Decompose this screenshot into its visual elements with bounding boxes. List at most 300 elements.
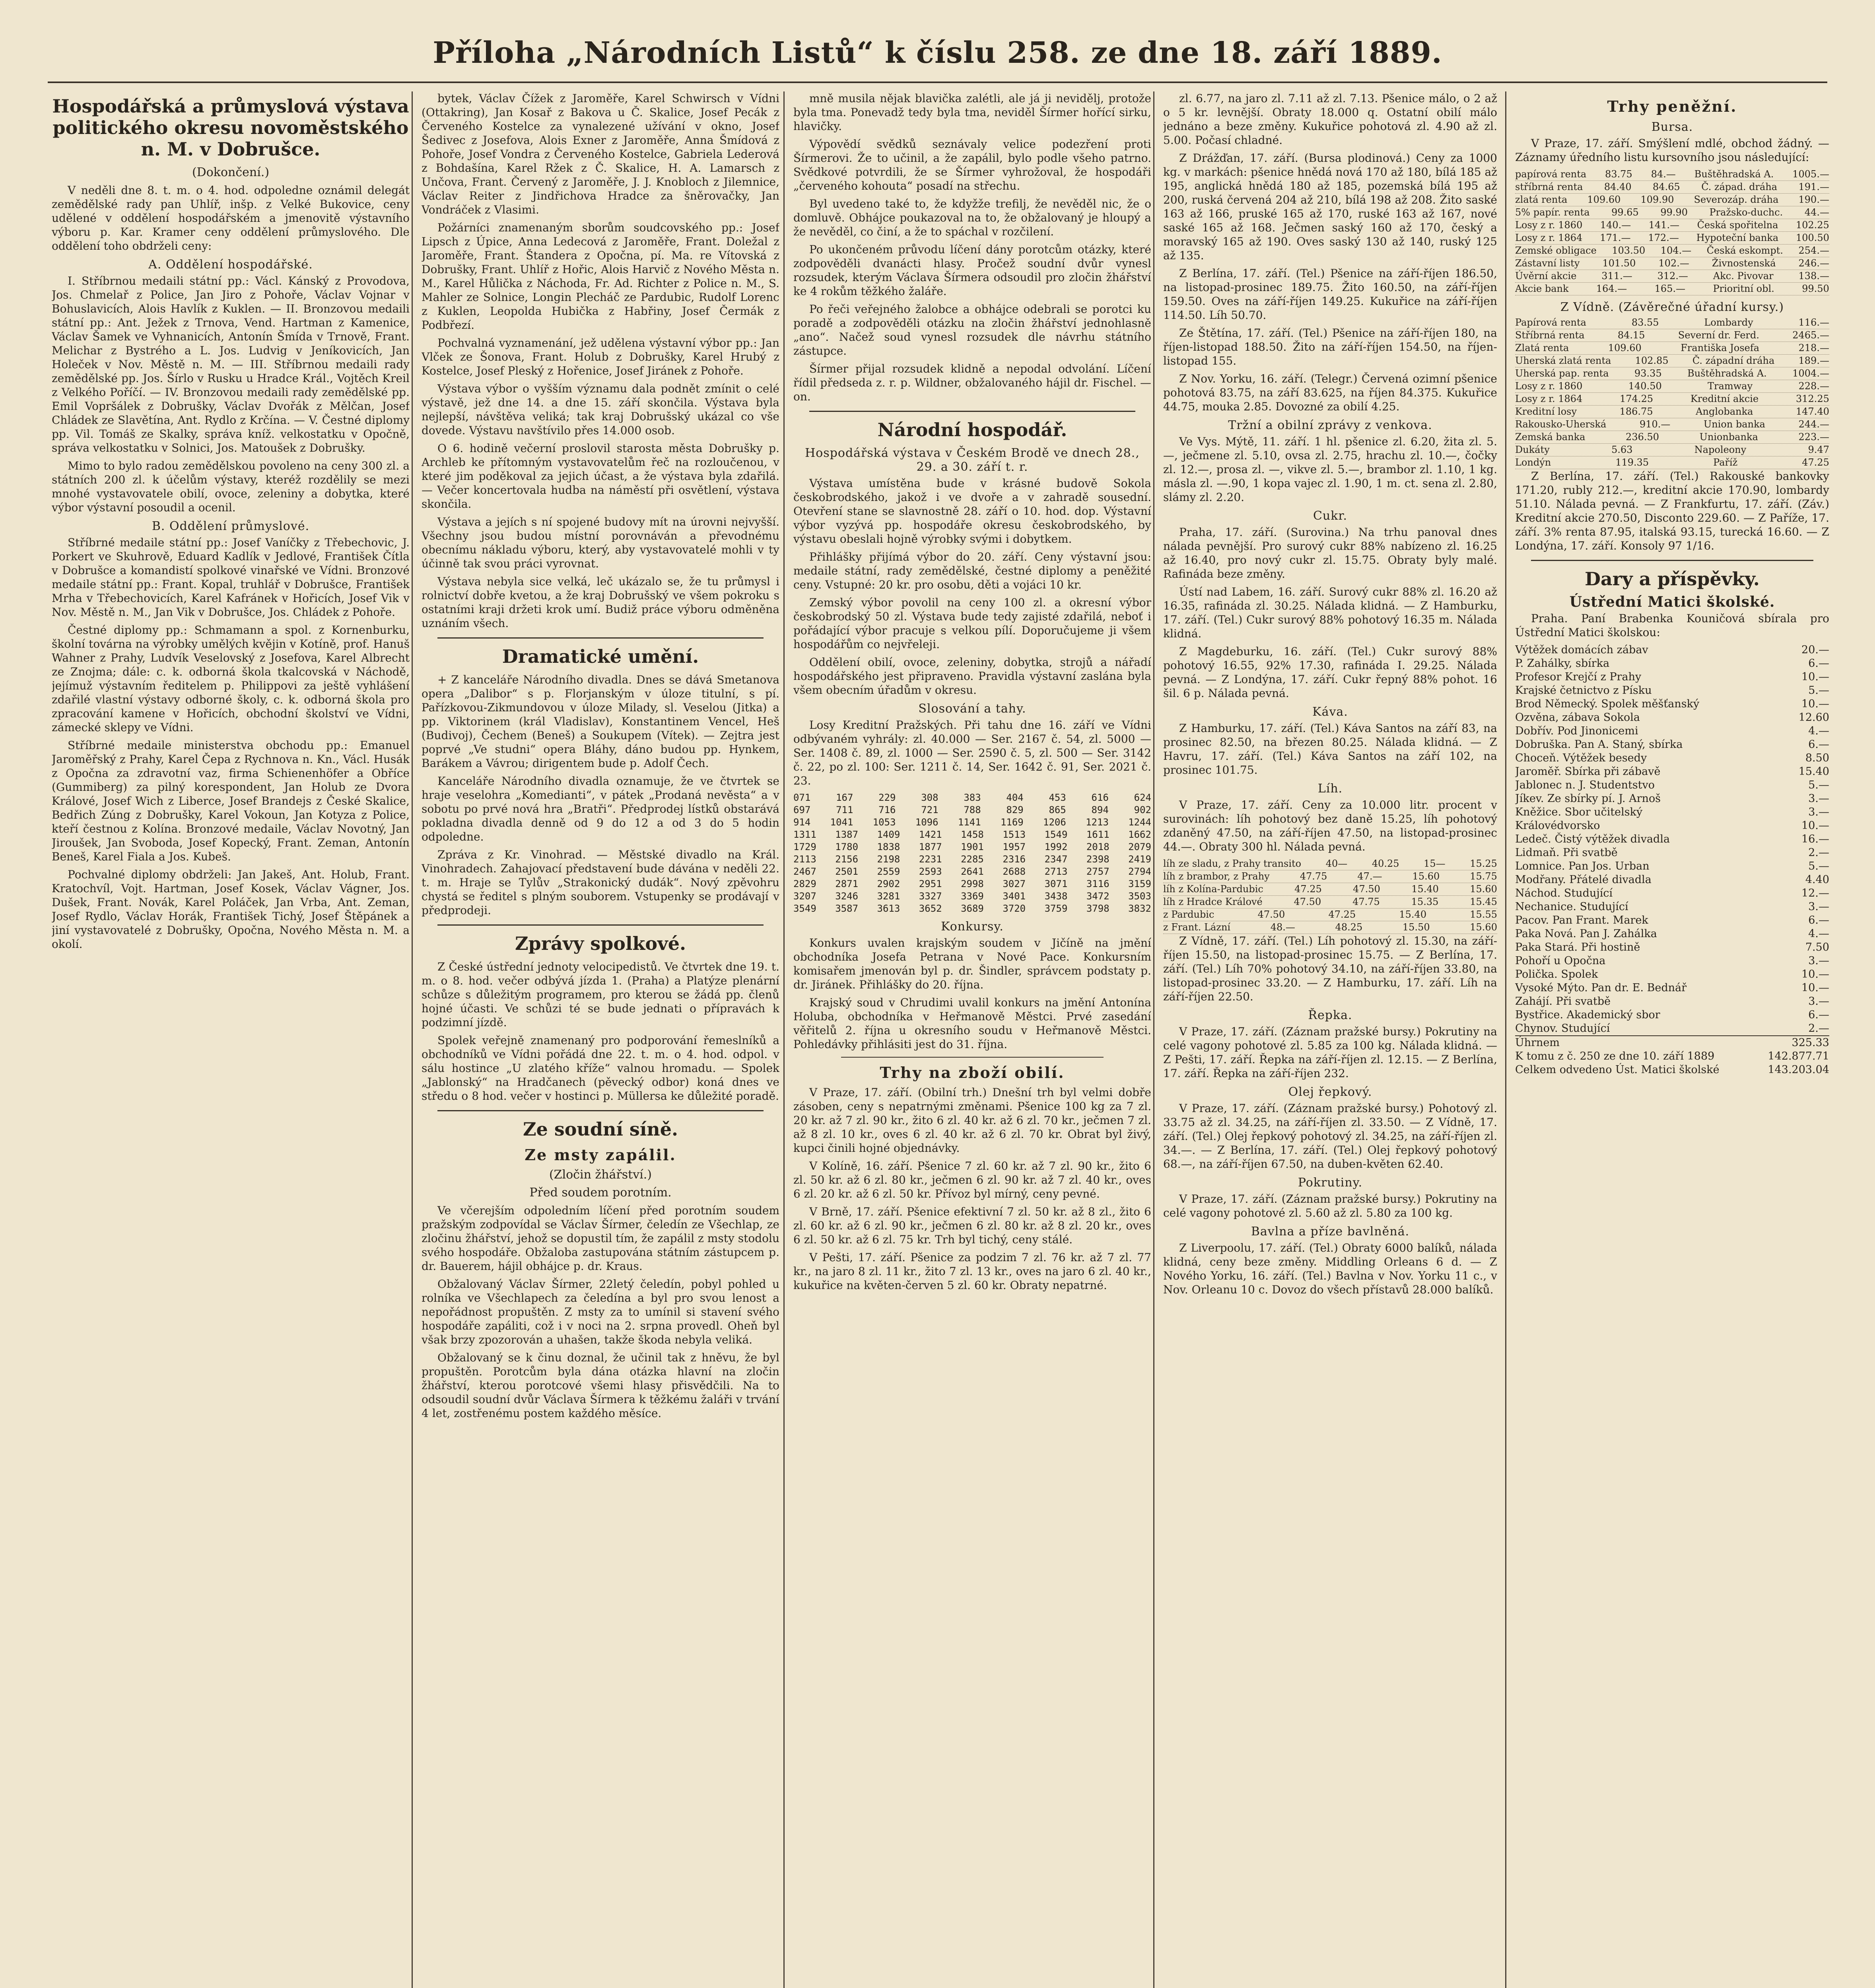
table-cell: Dobřív. Pod Jinonicemi — [1515, 725, 1638, 737]
table-cell: Františka Josefa — [1681, 342, 1760, 353]
table-cell: 3159 — [1128, 878, 1151, 889]
table-row — [1515, 168, 1829, 181]
table-cell: 1957 — [1003, 841, 1026, 852]
article-paragraph: V Praze, 17. září. Smýšlení mdlé, obchod žádný. — Záznamy úředního listu kursovního jsou následující: — [1515, 137, 1829, 164]
table-cell: 189.— — [1798, 355, 1829, 366]
continuation-note: (Dokončení.) — [192, 165, 270, 179]
table-cell: Losy z r. 1864 — [1515, 393, 1583, 404]
table-cell: 902 — [1134, 804, 1151, 815]
lottery-row — [793, 804, 1151, 816]
article-paragraph: Ve Vys. Mýtě, 11. září. 1 hl. pšenice zl. 6.20, žita zl. 5.—, ječmene zl. 5.10, ovsa zl. 2.75, hrachu zl. 10.—, čočky zl. 12.—, prosa zl. —, vikve zl. 5.—, brambor zl. 1.10, 1 kg. másla zl. —.90, 1 kopa vajec zl. 1.90, 1 m. ct. sena zl. 2.80, slámy zl. 2.20. — [1163, 435, 1497, 504]
table-cell: 140.— — [1600, 219, 1631, 231]
table-cell: 404 — [1006, 792, 1024, 803]
table-cell: Zahájí. Při svatbě — [1515, 995, 1611, 1008]
final-label: Celkem odvedeno Úst. Matici školské — [1515, 1064, 1720, 1076]
table-cell: 1421 — [919, 829, 942, 840]
table-cell: 1458 — [961, 829, 984, 840]
table-cell: 3689 — [961, 903, 984, 914]
table-cell: 2231 — [919, 854, 942, 865]
section-heading: Cukr. — [1313, 509, 1348, 523]
table-cell: Polička. Spolek — [1515, 968, 1598, 980]
table-cell: 228.— — [1798, 381, 1829, 392]
table-cell: 8.50 — [1805, 752, 1829, 764]
table-cell: 10.— — [1801, 698, 1829, 710]
article-paragraph: Z Berlína, 17. září. (Tel.) Pšenice na září-říjen 186.50, na listopad-prosinec 189.75. Žito 160.50, na září-říjen 159.50. Oves na září-říjen 149.25. Kukuřice na září-říjen 114.50. Líh 50.70. — [1163, 267, 1497, 322]
table-row — [1515, 219, 1829, 232]
column-5 — [1515, 91, 1829, 1988]
donation-row — [1515, 657, 1829, 670]
table-cell: 3.— — [1808, 806, 1829, 818]
table-cell: 15.55 — [1470, 909, 1497, 920]
article-paragraph: V Praze, 17. září. (Záznam pražské bursy.) Pohotový zl. 33.75 až zl. 34.25, na září-říjen zl. 33.50. — Z Vídně, 17. září. (Tel.) Olej řepkový pohotový zl. 34.25, na září-říjen zl. 34.—. — Z Berlína, 17. září. (Tel.) Olej řepkový pohotový 68.—, na září-říjen 67.50, na duben-květen 62.40. — [1163, 1102, 1497, 1171]
table-cell: 697 — [793, 804, 811, 815]
table-cell: 16.— — [1801, 833, 1829, 845]
top-rule — [48, 82, 1827, 83]
table-cell: 2641 — [961, 866, 984, 877]
table-cell: 254.— — [1798, 245, 1829, 256]
table-cell: 2419 — [1128, 854, 1151, 865]
table-cell: 15.60 — [1470, 922, 1497, 933]
section-divider — [841, 1057, 1104, 1058]
table-cell: 2347 — [1044, 854, 1068, 865]
table-cell: 788 — [964, 804, 981, 815]
article-paragraph: V Praze, 17. září. (Obilní trh.) Dnešní trh byl velmi dobře zásoben, ceny s nepatrnými změnami. Pšenice 100 kg za 7 zl. 20 kr. až 7 zl. 90 kr., žito 6 zl. 40 kr. až 6 zl. 70 kr., ječmen 7 zl. až 8 zl. 10 kr., oves 6 zl. 40 kr. až 6 zl. 70 kr. Obrat byl živý, kupci činili hojné objednávky. — [793, 1086, 1151, 1155]
table-cell: 236.50 — [1626, 431, 1659, 443]
table-cell: Severozáp. dráha — [1694, 194, 1779, 205]
table-cell: 99.90 — [1660, 207, 1688, 218]
donation-row — [1515, 792, 1829, 806]
table-cell: Kreditní akcie — [1690, 393, 1759, 404]
table-cell: 1213 — [1086, 817, 1109, 828]
prague-exchange-table — [1515, 168, 1829, 295]
table-cell: 2501 — [835, 866, 859, 877]
column-1 — [52, 91, 410, 1988]
table-cell: 2794 — [1128, 866, 1151, 877]
table-cell: 1096 — [915, 817, 938, 828]
spirits-price-table — [1163, 858, 1497, 934]
table-cell: 829 — [1006, 804, 1024, 815]
table-cell: 104.— — [1660, 245, 1692, 256]
table-cell: 15.45 — [1470, 896, 1497, 907]
table-cell: Stříbrná renta — [1515, 330, 1585, 341]
table-row — [1515, 342, 1829, 355]
section-divider — [437, 924, 764, 926]
table-cell: 3503 — [1128, 891, 1151, 902]
table-cell: 3759 — [1044, 903, 1068, 914]
table-cell: Chynov. Studující — [1515, 1022, 1610, 1035]
lottery-row — [793, 829, 1151, 841]
donation-row — [1515, 941, 1829, 954]
table-cell: Prioritní obl. — [1713, 283, 1774, 294]
table-cell: 2.— — [1808, 846, 1829, 859]
table-cell: Kreditní losy — [1515, 406, 1577, 417]
section-title-court: Ze soudní síně. — [523, 1118, 678, 1140]
table-cell: Unionbanka — [1699, 431, 1758, 443]
table-row — [1515, 283, 1829, 295]
table-cell: 2079 — [1128, 841, 1151, 852]
table-row — [1515, 456, 1829, 469]
table-cell: Pohoří u Opočna — [1515, 955, 1606, 967]
table-cell: Pacov. Pan Frant. Marek — [1515, 914, 1648, 926]
article-paragraph: Losy Kreditní Pražských. Při tahu dne 16. září ve Vídni odbývaném vyhrály: zl. 40.000 — Ser. 2167 č. 54, zl. 5000 — Ser. 1408 č. 89, zl. 1000 — Ser. 2590 č. 5, zl. 500 — Ser. 3142 č. 22, po zl. 100: Ser. 1211 č. 14, Ser. 1642 č. 91, Ser. 2021 č. 23. — [793, 718, 1151, 787]
table-cell: 3281 — [877, 891, 900, 902]
donation-row — [1515, 643, 1829, 657]
table-cell: Lidmaň. Při svatbě — [1515, 846, 1618, 859]
table-cell: 3720 — [1003, 903, 1026, 914]
table-cell: Jaroměř. Sbírka při zábavě — [1515, 765, 1661, 778]
table-cell: 101.50 — [1602, 258, 1636, 269]
table-cell: Hypoteční banka — [1696, 232, 1779, 243]
table-cell: 2829 — [793, 878, 816, 889]
table-cell: 1041 — [830, 817, 853, 828]
table-row — [1515, 245, 1829, 257]
table-cell: 48.— — [1270, 922, 1295, 933]
table-cell: 20.— — [1801, 644, 1829, 656]
donation-row — [1515, 900, 1829, 914]
donations-list — [1515, 643, 1829, 1035]
donation-row — [1515, 887, 1829, 900]
table-cell: 40.25 — [1372, 858, 1399, 869]
article-paragraph: Ústí nad Labem, 16. září. Surový cukr 88% zl. 16.20 až 16.35, rafináda zl. 30.25. Nálada klidná. — Z Hamburku, 17. září. (Tel.) Cukr surový 88% pohotový 16.35 m. Nálada klidná. — [1163, 585, 1497, 640]
table-cell: Papírová renta — [1515, 317, 1586, 328]
table-cell: 910.— — [1639, 419, 1671, 430]
court-case-title: Ze msty zapálil. — [525, 1146, 676, 1164]
table-cell: 1838 — [877, 841, 900, 852]
table-cell: Jablonec n. J. Studentstvo — [1515, 779, 1655, 791]
table-cell: Krajské četnictvo z Písku — [1515, 684, 1652, 697]
article-paragraph: Z Nov. Yorku, 16. září. (Telegr.) Červená ozimní pšenice pohotová 83.75, na září 83.625, na říjen 84.375. Kukuřice 44.75, mouka 2.85. Dovozné za obilí 4.25. — [1163, 372, 1497, 413]
table-cell: 3071 — [1044, 878, 1068, 889]
table-cell: 10.— — [1801, 982, 1829, 994]
table-cell: 2156 — [835, 854, 859, 865]
section-divider — [437, 1110, 764, 1111]
table-cell: 15.40 — [1411, 883, 1439, 895]
table-cell: 3613 — [877, 903, 900, 914]
lottery-number-table — [793, 792, 1151, 915]
table-cell: 3401 — [1003, 891, 1026, 902]
table-cell: Dukáty — [1515, 444, 1550, 455]
table-cell: 15.25 — [1470, 858, 1497, 869]
table-row — [1163, 909, 1497, 921]
article-subtitle: Hospodářská výstava v Českém Brodě ve dnech 28., 29. a 30. září t. r. — [805, 446, 1140, 474]
table-cell: Vysoké Mýto. Pan dr. E. Bednář — [1515, 982, 1687, 994]
article-paragraph: Zpráva z Kr. Vinohrad. — Městské divadlo na Král. Vinohradech. Zahajovací představení bude dávána v neděli 22. t. m. Hraje se Tylův „Strakonický dudák“. Nový zpěvohru chystá se ředitel s plným souborem. Vstupenky se prodávají v předprodeji. — [422, 848, 779, 917]
table-row — [1515, 431, 1829, 444]
table-cell: 716 — [878, 804, 896, 815]
table-cell: Lomnice. Pan Jos. Urban — [1515, 860, 1650, 872]
donation-row — [1515, 684, 1829, 697]
donation-row — [1515, 846, 1829, 860]
article-paragraph: Stříbrné medaile státní pp.: Josef Vaníčky z Třebechovic, J. Porkert ve Skuhrově, Eduard Kadlík v Jedlové, František Čítla v Dobrušce a komandistí spolkové vinařské ve Vídni. Bronzové medaile státní pp.: Frant. Kopal, truhlář v Dobrušce, František Mrha v Třebechovicích, Karel Kafránek v Hořicích, Josef Vik v Nov. Městě n. M., Jan Vik v Dobrušce, Jos. Chládek z Pohoře. — [52, 536, 410, 619]
table-cell: 103.50 — [1612, 245, 1646, 256]
table-cell: 6.— — [1808, 738, 1829, 751]
lottery-row — [793, 878, 1151, 890]
section-title-money-markets: Trhy peněžní. — [1607, 97, 1737, 115]
article-paragraph: Ve včerejším odpoledním líčení před porotním soudem pražským zodpovídal se Václav Šírmer, čeledín ze Všechlap, ze zločinu žhářství, jehož se dopustil tím, že zapálil z msty stodolu svého hospodáře. Obžaloba zastupována státním zástupcem p. dr. Bauerem, hájil obhájce p. dr. Kraus. — [422, 1204, 779, 1273]
table-cell: 1053 — [872, 817, 896, 828]
table-row — [1163, 858, 1497, 870]
table-cell: 2559 — [877, 866, 900, 877]
section-divider — [437, 637, 764, 639]
table-cell: 2688 — [1003, 866, 1026, 877]
table-cell: Zástavní listy — [1515, 258, 1580, 269]
table-cell: 1729 — [793, 841, 816, 852]
table-cell: 3798 — [1086, 903, 1109, 914]
lottery-row — [793, 841, 1151, 853]
article-paragraph: Z České ústřední jednoty velocipedistů. Ve čtvrtek dne 19. t. m. o 8. hod. večer odbývá jízda 1. (Praha) a Platýze plenární schůze s důležitým programem, pro kterou se žádá pp. členů hojné účasti. Ve schůzi té se bude jednati o přípravách k podzimní jízdě. — [422, 960, 779, 1029]
table-cell: Dobruška. Pan A. Staný, sbírka — [1515, 738, 1683, 751]
table-cell: 229 — [878, 792, 896, 803]
table-cell: 109.60 — [1587, 194, 1621, 205]
table-cell: Union banka — [1704, 419, 1765, 430]
table-cell: 102.25 — [1795, 219, 1829, 231]
table-cell: 2398 — [1086, 854, 1109, 865]
table-cell: 5.— — [1808, 779, 1829, 791]
table-cell: Paka Stará. Při hostině — [1515, 941, 1640, 953]
table-cell: 116.— — [1798, 317, 1829, 328]
article-paragraph: Z Vídně, 17. září. (Tel.) Líh pohotový zl. 15.30, na září-říjen 15.50, na listopad-prosinec 15.75. — Z Berlína, 17. září. (Tel.) Líh 70% pohotový 34.10, na září-říjen 33.80, na listopad-prosinec 33.20. — Z Hamburku, 17. září. Líh na září-říjen 22.50. — [1163, 934, 1497, 1003]
article-paragraph: Z Hamburku, 17. září. (Tel.) Káva Santos na září 83, na prosinec 82.50, na březen 80.25. Nálada klidná. — Z Havru, 17. září. (Tel.) Káva Santos na září 102, na prosinec 101.75. — [1163, 722, 1497, 777]
table-cell: 3327 — [919, 891, 942, 902]
article-paragraph: Oddělení obilí, ovoce, zeleniny, dobytka, strojů a nářadí hospodářského jest připraveno. Pravidla výstavní zaslána byla všem obecním úřadům v okresu. — [793, 656, 1151, 697]
table-cell: 9.47 — [1808, 444, 1829, 455]
table-cell: 83.75 — [1605, 169, 1632, 180]
table-row — [1515, 270, 1829, 283]
article-paragraph: bytek, Václav Čížek z Jaroměře, Karel Schwirsch v Vídni (Ottakring), Jan Kosař z Bakova u Č. Skalice, Josef Pecák z Červeného Kostelce za vynalezené užívání v okno, Josef Šedivec z Josefova, Alois Exner z Jaroměře, Anna Šmídová z Pohoře, Josef Vondra z Červeného Kostelce, Gabriela Lederová z Bohdašína, Karel Ržek z Č. Skalice, H. A. Lamarsch z Unčova, Frant. Červený z Jaroměře, J. J. Knobloch z Jilemnice, Václav Reiter z Jindřichova Hradce za šněrovačky, Jan Vondráček z Vlasimi. — [422, 92, 779, 216]
table-cell: Královédvorsko — [1515, 819, 1600, 832]
table-row — [1515, 406, 1829, 418]
table-cell: 711 — [836, 804, 853, 815]
table-cell: 3116 — [1086, 878, 1109, 889]
table-cell: 1780 — [835, 841, 859, 852]
table-cell: 40— — [1325, 858, 1348, 869]
table-cell: líh z brambor, z Prahy — [1163, 871, 1270, 882]
table-cell: 3549 — [793, 903, 816, 914]
table-cell: 12.60 — [1798, 711, 1829, 724]
table-cell: 3438 — [1044, 891, 1068, 902]
section-title-drama: Dramatické umění. — [502, 646, 699, 667]
table-cell: Zemská banka — [1515, 431, 1585, 443]
table-cell: z Frant. Lázní — [1163, 922, 1231, 933]
article-paragraph: Výstava nebyla sice velká, leč ukázalo se, že tu průmysl i rolnictví dobře kvetou, a že kraj Dobrušský ve všem pokroku s ostatními kraji držeti krok umí. Budiž práce výboru odměněna uznáním všech. — [422, 575, 779, 630]
table-cell: 2285 — [961, 854, 984, 865]
table-cell: 3369 — [961, 891, 984, 902]
table-cell: 2467 — [793, 866, 816, 877]
table-cell: 5.— — [1808, 860, 1829, 872]
table-cell: Č. západní dráha — [1692, 355, 1775, 366]
table-cell: 1992 — [1044, 841, 1068, 852]
table-cell: 83.55 — [1631, 317, 1659, 328]
donations-final — [1515, 1063, 1829, 1077]
table-cell: 15.60 — [1412, 871, 1440, 882]
table-cell: 3.— — [1808, 792, 1829, 805]
table-cell: 1387 — [835, 829, 859, 840]
donation-row — [1515, 833, 1829, 846]
donation-row — [1515, 914, 1829, 927]
table-cell: 1877 — [919, 841, 942, 852]
table-cell: 15.50 — [1402, 922, 1430, 933]
total-label: Úhrnem — [1515, 1037, 1560, 1049]
table-cell: zlatá renta — [1515, 194, 1568, 205]
table-cell: Buštěhradská A. — [1694, 169, 1774, 180]
previous-label: K tomu z č. 250 ze dne 10. září 1889 — [1515, 1050, 1715, 1062]
table-cell: Zlatá renta — [1515, 342, 1569, 353]
donation-row — [1515, 968, 1829, 981]
article-paragraph: V Praze, 17. září. (Záznam pražské bursy.) Pokrutiny na celé vagony pohotové zl. 5.85 za 100 kg. Nálada klidná. — Z Pešti, 17. září. Řepka na září-říjen zl. 12.15. — Z Berlína, 17. září. Řepka na září-říjen 232. — [1163, 1025, 1497, 1080]
article-paragraph: Výpovědí svědků seznávaly velice podezření proti Šírmerovi. Že to učinil, a že zapálil, bylo podle všeho patrno. Svědkové potvrdili, že se Šírmer vyhrožoval, že hospodáři „červeného kohouta“ posadí na střechu. — [793, 138, 1151, 192]
donations-total — [1515, 1035, 1829, 1050]
table-cell: 47.50 — [1294, 896, 1321, 907]
table-cell: 2198 — [877, 854, 900, 865]
table-cell: 191.— — [1798, 181, 1829, 192]
table-row — [1163, 870, 1497, 883]
table-cell: Tramway — [1708, 381, 1753, 392]
table-cell: Lombardy — [1704, 317, 1753, 328]
final-value: 143.203.04 — [1768, 1064, 1829, 1076]
table-cell: 1005.— — [1792, 169, 1829, 180]
donation-row — [1515, 1022, 1829, 1035]
table-row — [1515, 316, 1829, 329]
table-cell: 119.35 — [1615, 457, 1649, 468]
table-cell: Brod Německý. Spolek měšťanský — [1515, 698, 1700, 710]
column-divider — [783, 91, 785, 1988]
table-row — [1515, 206, 1829, 219]
table-cell: 4.40 — [1805, 874, 1829, 886]
table-cell: Pražsko-duchc. — [1709, 207, 1783, 218]
table-row — [1515, 329, 1829, 342]
table-cell: 99.65 — [1611, 207, 1639, 218]
article-paragraph: Byl uvedeno také to, že kdyžže trefilj, že nevěděl nic, že o domluvě. Obhájce poukazoval na to, že obžalovaný je hloupý a že nevěděl, co činí, a že to spáchal v rozčilení. — [793, 197, 1151, 238]
column-divider — [412, 91, 413, 1988]
donation-row — [1515, 779, 1829, 792]
table-cell: Londýn — [1515, 457, 1551, 468]
table-cell: 15.60 — [1470, 883, 1497, 895]
article-paragraph: Z Berlína, 17. září. (Tel.) Rakouské bankovky 171.20, rubly 212.—, kreditní akcie 170.90, lombardy 51.10. Nálada pevná. — Z Frankfurtu, 17. září. (Záv.) Kreditní akcie 270.50, Disconto 229.60. — Z Paříže, 17. září. 3% renta 87.95, italská 93.15, turecká 16.60. — Z Londýna, 17. září. Konsoly 97 1/16. — [1515, 470, 1829, 552]
table-cell: 1611 — [1086, 829, 1109, 840]
table-cell: 865 — [1049, 804, 1066, 815]
table-cell: 102.— — [1658, 258, 1689, 269]
column-divider — [1153, 91, 1154, 1988]
table-row — [1515, 181, 1829, 194]
section-title-donations: Dary a příspěvky. — [1585, 568, 1760, 590]
table-cell: Akc. Pivovar — [1713, 270, 1774, 282]
table-cell: 15.75 — [1470, 871, 1497, 882]
table-cell: 102.85 — [1635, 355, 1669, 366]
article-paragraph: + Z kanceláře Národního divadla. Dnes se dává Smetanova opera „Dalibor“ s p. Florjanským v úloze titulní, s pí. Pařízkovou-Zikmundovou v úloze Milady, sl. Veselou (Jitka) a pp. Viktorinem (král Vladislav), Konstantinem Vencel, Heš (Budivoj), Čechem (Beneš) a Soukupem (Vítek). — Zejtra jest poprvé „Ve studni“ opera Bláhy, dáno budou pp. Hynkem, Barákem a Vávrou; dirigentem bude p. Adolf Čech. — [422, 673, 779, 770]
table-cell: 138.— — [1798, 270, 1829, 282]
donation-row — [1515, 806, 1829, 819]
table-cell: Zemské obligace — [1515, 245, 1597, 256]
table-cell: 6.— — [1808, 657, 1829, 670]
table-cell: 47.50 — [1353, 883, 1380, 895]
total-value: 325.33 — [1791, 1037, 1829, 1049]
article-paragraph: V Brně, 17. září. Pšenice efektivní 7 zl. 50 kr. až 8 zl., žito 6 zl. 60 kr. až 6 zl. 90 kr., ječmen 6 zl. 80 kr. až 8 zl. 20 kr., oves 6 zl. 50 kr. až 6 zl. 75 kr. Trh byl tichý, ceny stálé. — [793, 1205, 1151, 1246]
table-cell: 100.50 — [1796, 232, 1829, 243]
table-cell: 894 — [1091, 804, 1109, 815]
table-cell: 244.— — [1798, 419, 1829, 430]
article-paragraph: Pochvalná vyznamenání, jež udělena výstavní výbor pp.: Jan Vlček ze Šonova, Frant. Holub z Dobrušky, Karel Hrubý z Kostelce, Josef Pleský z Hořenice, Josef Jiránek z Pohoře. — [422, 336, 779, 377]
table-cell: 914 — [793, 817, 811, 828]
article-paragraph: Kanceláře Národního divadla oznamuje, že ve čtvrtek se hraje veselohra „Komedianti“, v pátek „Prodaná nevěsta“ a v sobotu po prvé nová hra „Bratři“. Předprodej lístků obstarává pokladna divadla denně od 9 do 12 a od 3 do 5 hodin odpoledne. — [422, 775, 779, 843]
table-cell: 5.— — [1808, 684, 1829, 697]
section-heading: Bavlna a příze bavlněná. — [1251, 1225, 1410, 1239]
article-paragraph: mně musila nějak blavička zalétli, ale já ji nevidělj, protože byla tma. Ponevadž tedy byla tma, neviděl Šírmer hořící sirku, hlavičky. — [793, 92, 1151, 133]
section-heading: Bursa. — [1651, 120, 1693, 134]
table-cell: 616 — [1091, 792, 1109, 803]
table-cell: Profesor Krejčí z Prahy — [1515, 671, 1642, 683]
table-row — [1515, 418, 1829, 431]
section-title-spolky: Zprávy spolkové. — [515, 933, 686, 954]
section-heading: Konkursy. — [941, 920, 1004, 934]
section-heading: Líh. — [1317, 782, 1343, 796]
table-cell: 10.— — [1801, 671, 1829, 683]
article-paragraph: Zemský výbor povolil na ceny 100 zl. a okresní výbor českobrodský 50 zl. Výstava bude tedy zajisté zdařilá, neboť i pořádající výbor pracuje s velkou pílí. Doporučujeme ji všem hospodářům co nejvřeleji. — [793, 596, 1151, 651]
table-cell: Č. západ. dráha — [1701, 181, 1778, 192]
section-heading: Slosování a tahy. — [918, 702, 1026, 716]
table-cell: 190.— — [1798, 194, 1829, 205]
table-cell: 2951 — [919, 878, 942, 889]
table-cell: 6.— — [1808, 1009, 1829, 1021]
table-cell: Ledeč. Čistý výtěžek divadla — [1515, 833, 1670, 845]
table-cell: 2998 — [961, 878, 984, 889]
article-paragraph: Z Magdeburku, 16. září. (Tel.) Cukr surový 88% pohotový 16.55, 92% 17.30, rafináda I. 29.25. Nálada pevná. — Z Londýna, 17. září. Cukr řepný 88% pohot. 16 šil. 6 p. Nálada pevná. — [1163, 645, 1497, 700]
table-cell: 1409 — [877, 829, 900, 840]
section-title-markets: Trhy na zboží obilí. — [880, 1064, 1065, 1081]
lottery-row — [793, 792, 1151, 804]
section-heading: A. Oddělení hospodářské. — [148, 258, 313, 272]
column-divider — [1505, 91, 1506, 1988]
table-cell: Kněžice. Sbor učitelský — [1515, 806, 1643, 818]
article-paragraph: Výstava a jejích s ní spojené budovy mít na úrovni nejvyšší. Všechny jsou budou místní porovnáván a převodnému obecnímu nákladu výboru, který, aby vystavovatelé mohli v ty účinně tak svou práci vyrovnat. — [422, 515, 779, 570]
article-paragraph: Výstava výbor o vyšším významu dala podnět zmínit o celé výstavě, jež dne 14. a dne 15. září skončila. Výstava byla nejlepší, návštěva veliká; tak kraj Dobrušský ukázal co vše dovede. Výstavu navštívilo přes 14.000 osob. — [422, 382, 779, 437]
table-cell: 1662 — [1128, 829, 1151, 840]
table-cell: Nechanice. Studující — [1515, 901, 1628, 913]
lottery-row — [793, 903, 1151, 915]
lottery-row — [793, 866, 1151, 878]
table-cell: 47.25 — [1328, 909, 1356, 920]
table-cell: 12.— — [1801, 887, 1829, 899]
donation-row — [1515, 724, 1829, 738]
article-paragraph: zl. 6.77, na jaro zl. 7.11 až zl. 7.13. Pšenice málo, o 2 až o 5 kr. levnější. Obraty 18.000 q. Ostatní obilí málo jednáno a beze změny. Kukuřice pohotová zl. 4.90 až zl. 5.00. Počasí chladné. — [1163, 92, 1497, 147]
table-cell: stříbrná renta — [1515, 181, 1583, 192]
table-cell: 165.— — [1654, 283, 1686, 294]
donation-row — [1515, 860, 1829, 873]
table-cell: Modřany. Přátelé divadla — [1515, 874, 1652, 886]
table-cell: Ozvěna, zábava Sokola — [1515, 711, 1640, 724]
table-row — [1515, 444, 1829, 456]
table-cell: 2.— — [1808, 1022, 1829, 1035]
column-4 — [1163, 91, 1497, 1988]
column-2 — [422, 91, 779, 1988]
article-paragraph: Krajský soud v Chrudimi uvalil konkurs na jmění Antonína Holuba, obchodníka v Heřmanově Městci. Prvé zasedání věřitelů 2. října u okresního soudu v Heřmanově Městci. Pohledávky přihlásiti jest do 31. října. — [793, 996, 1151, 1051]
article-paragraph: I. Stříbrnou medaili státní pp.: Václ. Kánský z Provodova, Jos. Chmelař z Police, Jan Jiro z Pohoře, Václav Vojnar v Bohuslavicích, Alois Havlík z Kuklen. — II. Bronzovou medaili státní pp.: Ant. Ježek z Trnova, Vend. Hartman z Kamenice, Václav Šamek ve Vyhnanicích, Antonín Šmída v Trnově, Frant. Melichar z Bystrého a L. Jos. Ludvig v Jeníkovicích, Jan Holeček v Nov. Městě n. M. — III. Stříbrnou medaili rady zemědělské pp. Jos. Šírlo v Rusku u Hradce Král., Vojtěch Kreil z Velkého Poříčí. — IV. Bronzovou medaili rady zemědělské pp. Emil Vopršálek z Dobrušky, Václav Dvořák z Mělčan, Josef Chládek ze Slavětína, Ant. Rydlo z Krčína. — V. Čestné diplomy pp. Vil. Tomáš ze Skalky, správa kníž. velkostatku v Opočně, správa velkostatku v Solnici, Jos. Matoušek z Dobrušky. — [52, 274, 410, 454]
article-paragraph: V Praze, 17. září. Ceny za 10.000 litr. procent v surovinách: líh pohotový bez daně 15.25, líh pohotový zdaněný 47.50, na září-říjen 47.50, na listopad-prosinec 44.—. Obraty 300 hl. Nálada pevná. — [1163, 798, 1497, 853]
donations-previous — [1515, 1050, 1829, 1063]
table-cell: 10.— — [1801, 819, 1829, 832]
article-paragraph: Výstava umístěna bude v krásné budově Sokola českobrodského, jakož i ve dvoře a v zahradě sousední. Otevření stane se slavnostně 28. září o 10. hod. dop. Výstavní výbor vyzývá pp. hospodáře okresu českobrodského, by výstavu obeslali hojně výrobky svými i dobytkem. — [793, 477, 1151, 546]
table-cell: 171.— — [1600, 232, 1631, 243]
donation-row — [1515, 995, 1829, 1008]
table-cell: 1311 — [793, 829, 816, 840]
table-row — [1163, 883, 1497, 896]
table-cell: papírová renta — [1515, 169, 1587, 180]
table-cell: 2713 — [1044, 866, 1068, 877]
table-cell: 167 — [836, 792, 853, 803]
table-cell: Rakousko-Uherská — [1515, 419, 1607, 430]
table-cell: 47.75 — [1300, 871, 1327, 882]
table-cell: 164.— — [1596, 283, 1627, 294]
table-row — [1515, 232, 1829, 245]
